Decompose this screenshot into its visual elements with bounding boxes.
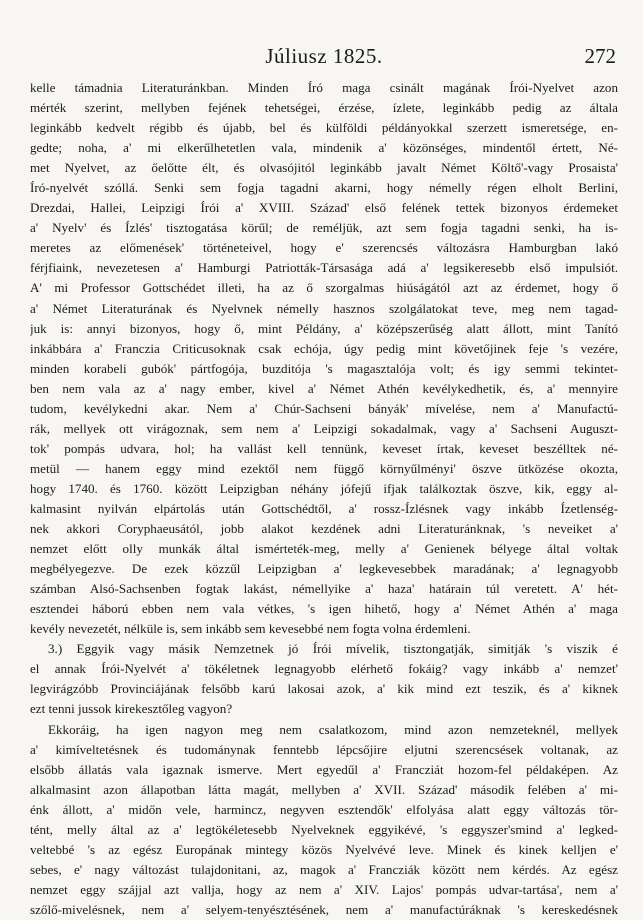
page-header [30, 44, 618, 74]
text-line: Drezdai, Hallei, Leipzigi Írói a' XVIII. Század' első felének tettek bizonyos érdemeket [30, 200, 618, 216]
text-line: férjfiaink, nevezetesen a' Hamburgi Patriották-Társasága adá a' legsikeresebb első impulsiót. [30, 260, 618, 276]
text-line: nemzet előtt olly munkák által ismérteték-meg, melly a' Genienek bélyege által voltak [30, 541, 618, 557]
body-text [30, 78, 618, 920]
text-line: tént, melly által az a' legtökéletesebb Nyelveknek eggyikévé, 's eggyszer'smind a' legked- [30, 821, 618, 837]
text-line: Író-nyelvét szóllá. Senki sem fogja tagadni akarni, hogy némelly régen elholt Berlini, [30, 180, 618, 196]
text-line: hogy 1740. és 1760. között Leipzigban néhány jófejű ifjak találkoztak öszve, kik, eggy al- [30, 480, 618, 496]
text-line: ben nem vala az a' nagy ember, kivel a' Német Athén kevélykedhetik, és, a' mennyire [30, 380, 618, 396]
text-line: énk állott, a' midőn vele, harmincz, negyven esztendők' elfolyása alatt eggy változás tör- [30, 801, 618, 817]
text-line: ezt tenni jussok kirekesztőleg vagyon? [30, 701, 233, 717]
text-line: a' Német Literaturának és Nyelvnek némelly hasznos szolgálatokat teve, meg nem tagad- [30, 300, 618, 316]
page-number: 272 [584, 44, 616, 68]
text-line: el annak Írói-Nyelvét a' tökéletnek legnagyobb elérhető fokáig? vagy inkább a' nemzet' [30, 661, 618, 677]
text-line: szőlő-mivelésnek, nem a' selyem-tenyésztésének, nem a' manufactúráknak 's kereskedésnek [30, 901, 618, 917]
text-line: legvirágzóbb Provinciájának felsőbb karú lakosai azok, a' kik mind ezt teszik, és a' kiknek [30, 681, 618, 697]
running-title: Júliusz 1825. [265, 44, 383, 68]
text-line: a' Nyelv' és Ízlés' tisztogatása körűl; de reméljük, azt sem fogja tagadni senki, ha is- [30, 220, 618, 236]
text-line: tudom, kevélykedni akar. Nem a' Chúr-Sachseni bányák' mívelése, nem a' Manufactú- [30, 400, 618, 416]
text-line: metül — hanem eggy mind ezektől nem függő környűlményi' öszve ütközése okozta, [30, 460, 618, 476]
text-line: elsőbb állatás vala igaznak ismerve. Mert egyedűl a' Francziát hozom-fel példaképen. Az [30, 761, 618, 777]
text-line: 3.) Eggyik vagy másik Nemzetnek jó Írói mívelik, tisztongatják, simitják 's viszik é [48, 641, 618, 657]
text-line: kelle támadnia Literaturánkban. Minden Író maga csinált magának Írói-Nyelvet azon [30, 80, 618, 95]
text-line: nek akkori Coryphaeusától, jobb alakot kezdének adni Literaturánknak, 's neveiket a' [30, 521, 618, 537]
text-line: kalmasint nyilván elpártolás után Gottschédtől, a' rossz-Ízlésnek vagy inkább Ízetlenség- [30, 500, 618, 516]
text-line: nemzet eggy szájjal azt vallja, hogy az nem a' XIV. Lajos' pompás udvar-tartása', nem a' [30, 881, 618, 897]
text-line: A' mi Professor Gottschédet illeti, ha az ő szorgalmas hiúságától azt az érdemet, hogy ő [30, 280, 618, 296]
text-line: met Nyelvet, az őelőtte élt, és olvasójitól leginkább javalt Német Költő'-vagy Prosaista' [30, 160, 618, 176]
text-line: inkábbára a' Franczia Criticusoknak csak echója, úgy pedig mint követőjinek feje 's vezére, [30, 340, 618, 356]
text-line: kevély nevezetét, nélküle is, sem inkább sem kevesebbé nem fogta volna érdemleni. [30, 621, 471, 637]
text-line: veltebbé 's az egész Europának mintegy közös Nyelvévé leve. Minek és kinek kelljen e' [30, 841, 618, 857]
text-line: gedte; noha, a' mi elkerűlhetetlen vala, mindenik a' közönséges, mindentől értett, Né- [30, 140, 618, 156]
text-line: mérték szerint, mellyben fejének tehetségei, érzése, ízlete, leginkább pedig az általa [30, 100, 618, 116]
book-page [30, 44, 618, 920]
text-line: megbélyegezve. De ezek közzűl Leipzigban a' legkevesebbek maradának; a' legnagyobb [30, 561, 618, 577]
text-line: meretes az előmenések' történeteivel, hogy e' szerencsés változásra Hamburgban lakó [30, 240, 618, 256]
text-line: minden korabeli gubók' pártfogója, buzditója 's magasztalója volt; és igy semmi tekintet- [30, 360, 618, 376]
text-line: sebes, e' nagy változást tulajdonitani, az, magok a' Francziák között nem kérdés. Az egész [30, 861, 618, 877]
text-line: juk is: annyi bizonyos, hogy ő, mint Példány, a' középszerűség alatt állott, mint Tanító [30, 320, 618, 336]
text-line: tok' pompás udvara, hol; ha vallást kell tennünk, keveset írtak, keveset beszélltek né- [30, 440, 618, 456]
text-line: rák, mellyek ott virágoznak, sem nem a' Leipzigi sokadalmak, vagy a' Sachseni Auguszt- [30, 420, 618, 436]
text-line: a' kimíveltetésnek és tudománynak fenntebb lépcsőjire eljutni szerencsések voltanak, az [30, 741, 618, 757]
text-line: Ekkoráig, ha igen nagyon meg nem csalatkozom, mind azon nemzeteknél, mellyek [48, 721, 618, 737]
text-line: esztendei háború ebben nem vala vétkes, 's igen hihető, hogy a' Német Athén a' maga [30, 601, 618, 617]
text-line: leginkább kedvelt régibb és újabb, bel és külföldi példányokkal szerzett ismeretsége, en- [30, 120, 618, 136]
text-line: számban Alsó-Sachsenben fogtak lakást, némellyike a' haza' határain túl veretett. A' hét- [30, 581, 618, 597]
text-line: alkalmasint azon állapotban látta magát, mellyben a' XVII. Század' második felében a' mi- [30, 781, 618, 797]
